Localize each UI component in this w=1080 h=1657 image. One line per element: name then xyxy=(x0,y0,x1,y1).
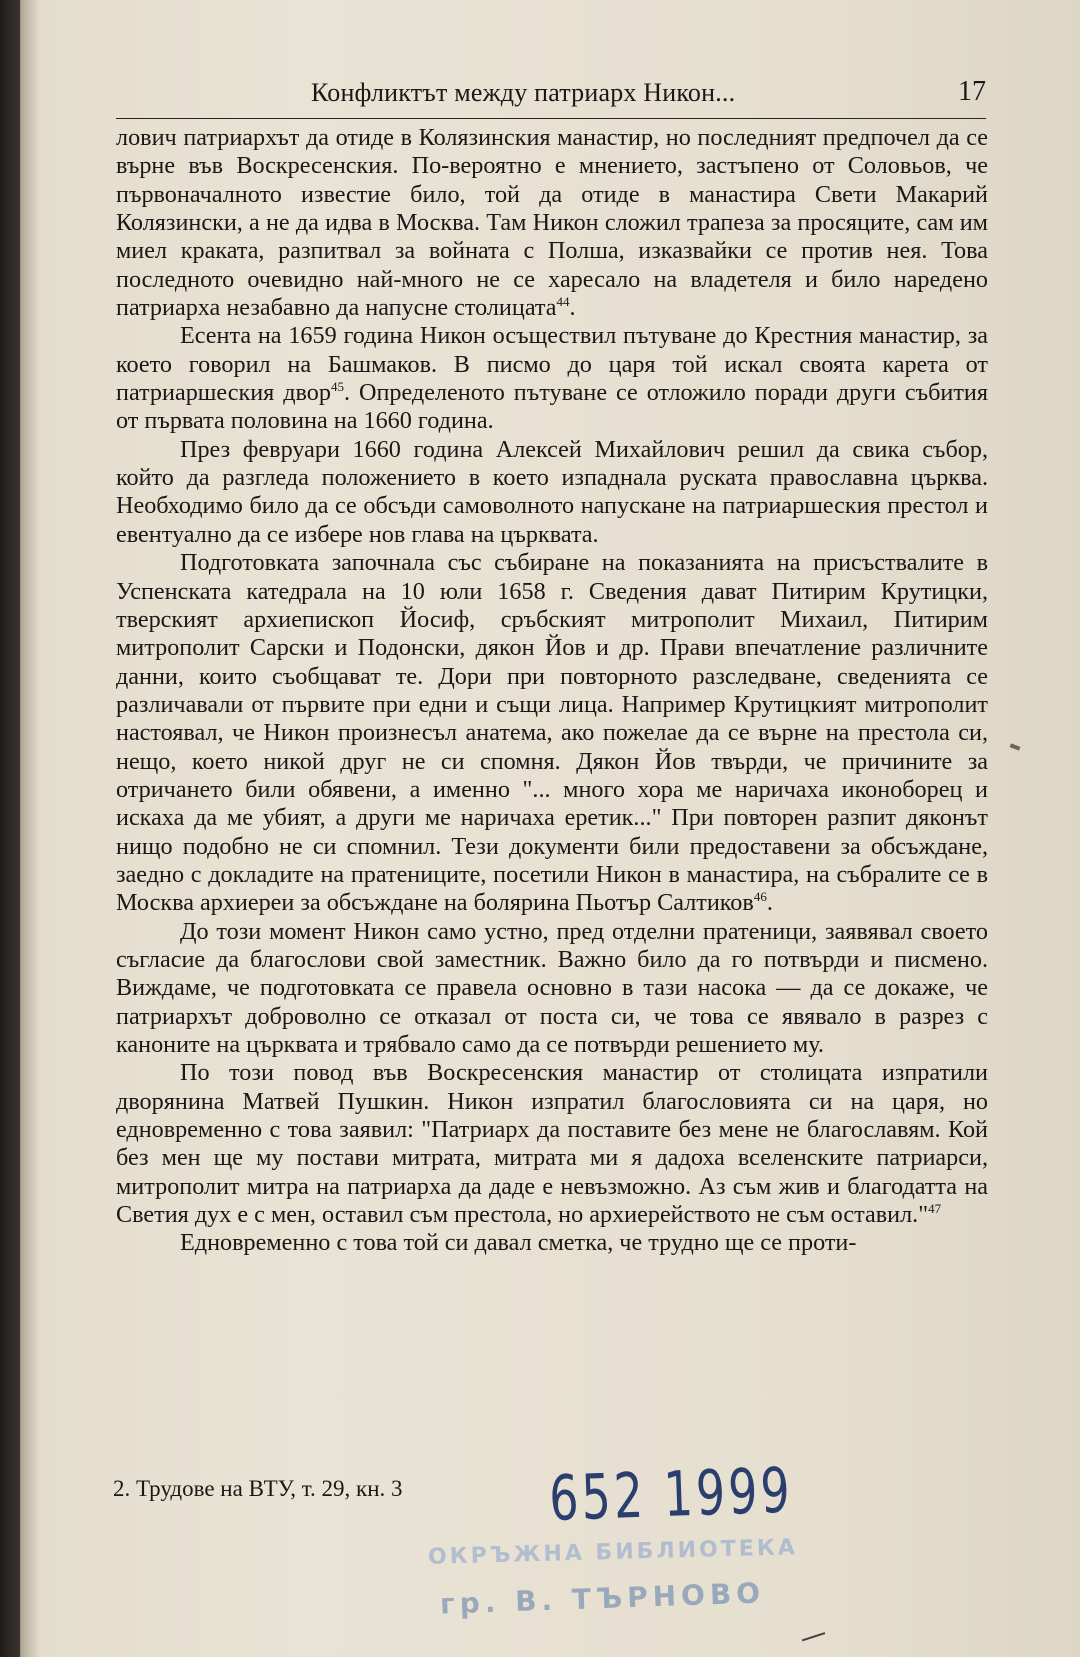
paragraph-7: Едновременно с това той си давал сметка, че трудно ще се проти- xyxy=(180,1229,857,1257)
footnote-ref-45: 45 xyxy=(331,379,344,395)
footnote-ref-46: 46 xyxy=(753,889,767,905)
book-spine-shadow xyxy=(0,0,20,1657)
pencil-mark xyxy=(1010,743,1021,750)
library-stamp-name: ОКРЪЖНА БИБЛИОТЕКА xyxy=(427,1535,799,1570)
page-number: 17 xyxy=(958,76,986,107)
paragraph-1: лович патриархът да отиде в Колязинския манастир, но последният предпочел да се върне във Воскресенския. По-вероятно е мнението, застъпено от Соловьов, че първоначалното известие било, той да отиде в манастира Свети Макарий Колязински, а не да идва в Москва. Там Никон сложил трапеза за просяците, сам им миел краката, разпитвал за войната с Полша, изказвайки се против нея. Това последното очевидно най-много не се харесало на владетеля и било наредено патриарха незабавно да напусне столицата$^{44}$. xyxy=(116,124,988,322)
footnote-ref-47: 47 xyxy=(928,1201,942,1216)
running-title: Конфликтът между патриарх Никон... xyxy=(311,78,736,107)
handwritten-inventory-number: 652 1999 xyxy=(548,1453,794,1535)
paragraph-3: През февруари 1660 година Алексей Михайлович решил да свика събор, който да разгледа положението в което изпаднала руската православна църква. Необходимо било да се обсъди самоволното напускане на патриаршеския престол и евентуално да се избере нов глава на църквата. xyxy=(116,435,988,548)
source-reference: 2. Трудове на ВТУ, т. 29, кн. 3 xyxy=(113,1476,403,1501)
library-stamp-city: гр. В. ТЪРНОВО xyxy=(439,1576,766,1621)
body-text xyxy=(116,124,988,1258)
footnote-ref-44: 44 xyxy=(556,294,570,309)
ink-scribble xyxy=(799,1623,826,1642)
page-header xyxy=(116,78,986,119)
paragraph-6: По този повод във Воскресенския манастир от столицата изпратили дворянина Матвей Пушкин. Никон изпратил благословията си на царя, но едновременно с това заявил: "Патриарх да поставите без мене не благославям. Кой без мен ще му постави митрата, митрата ми я дадоха вселенските патриарси, митрополит митра на патриарха да даде е невъзможно. Аз съм жив и благодатта на Светия дух е с мен, оставил съм престола, но архиерейството не съм оставил."$^{47}$ xyxy=(116,1059,988,1229)
paragraph-4: Подготовката започнала със събиране на показанията на присъствалите в Успенската катедрала на 10 юли 1658 г. Сведения дават Питирим Крутицки, тверският архиепископ Йосиф, сръбският митрополит Михаил, Питирим митрополит Сарски и Подонски, дякон Йов и др. Прави впечатление различните данни, които съобщават те. Дори при повторното разследване, сведенията се различавали от първите при едни и същи лица. Например Крутицкият митрополит настоявал, че Никон произнесъл анатема, ако пожелае да се върне на престола си, нещо, което никой друг не си спомня. Дякон Йов твърди, че причините за отричането били обявени, а именно "... много хора ме наричаха иконоборец и искаха да ме убият, а други ме наричаха еретик..." При повторен разпит дяконът нищо подобно не си спомнил. Тези документи били предоставени за обсъждане, заедно с докладите на пратениците, посетили Никон в манастира, на събралите се в Москва архиереи за обсъждане на болярина Пьотър Салтиков$^{46}$. xyxy=(116,549,988,917)
paragraph-2: Есента на 1659 година Никон осъществил пътуване до Крестния манастир, за което говорил на Башмаков. В писмо до царя той искал своята карета от патриаршеския двор$^{45}$. Определеното пътуване се отложило поради други събития от първата половина на 1660 година. xyxy=(116,322,988,435)
paragraph-5: До този момент Никон само устно, пред отделни пратеници, заявявал своето съгласие да благослови свой заместник. Важно било да го потвърди и писмено. Виждаме, че подготовката се правела основно в тази насока — да се докаже, че патриархът доброволно се отказал от поста си, че това се явявало в разрез с каноните на църквата и трябвало само да се потвърди решението му. xyxy=(116,917,988,1058)
